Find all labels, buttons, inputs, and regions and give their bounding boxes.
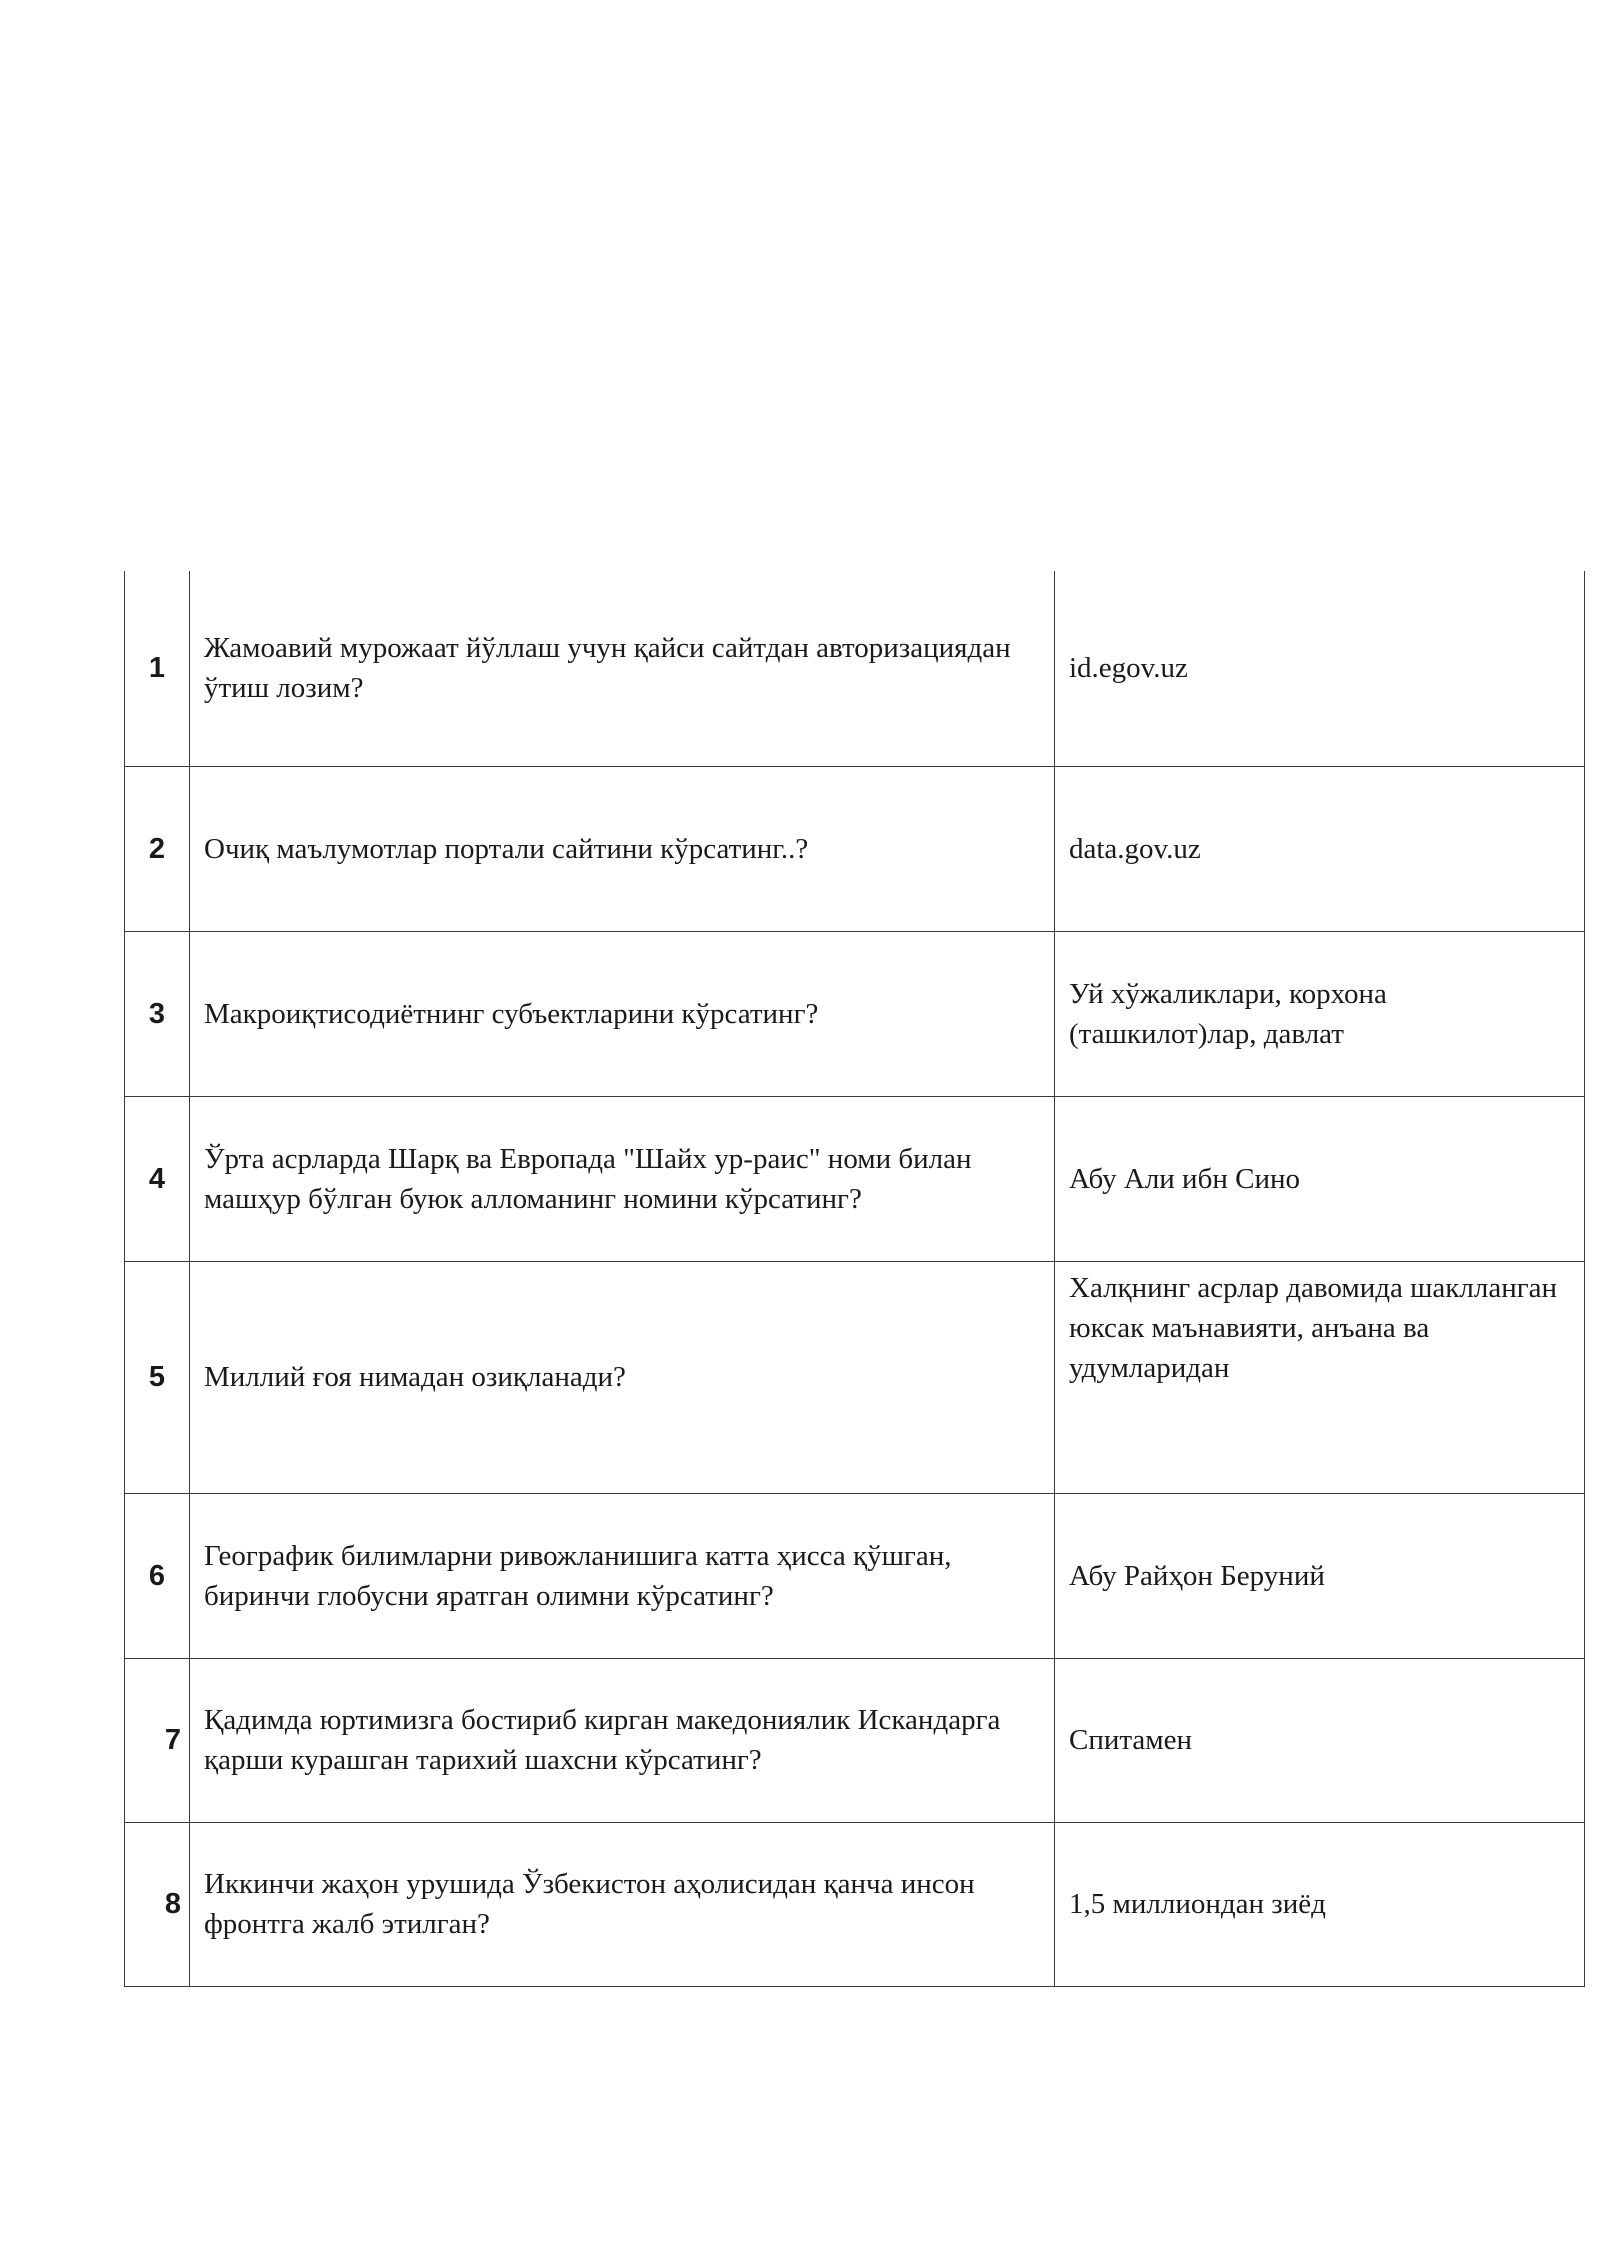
question-cell: Географик билимларни ривожланишига катта ҳисса қўшган, биринчи глобусни яратган олимни кўрсатинг? xyxy=(190,1493,1055,1658)
answer-cell: Абу Али ибн Сино xyxy=(1055,1096,1585,1261)
table-row xyxy=(125,1096,1585,1261)
answer-cell: id.egov.uz xyxy=(1055,571,1585,766)
row-number: 2 xyxy=(125,766,190,931)
qa-table xyxy=(124,571,1585,1987)
question-cell: Ўрта асрларда Шарқ ва Европада "Шайх ур-раис" номи билан машҳур бўлган буюк алломанинг номини кўрсатинг? xyxy=(190,1096,1055,1261)
question-cell: Жамоавий мурожаат йўллаш учун қайси сайтдан авторизациядан ўтиш лозим? xyxy=(190,571,1055,766)
question-cell: Миллий ғоя нимадан озиқланади? xyxy=(190,1261,1055,1493)
table-row xyxy=(125,1822,1585,1986)
question-cell: Макроиқтисодиётнинг субъектларини кўрсатинг? xyxy=(190,931,1055,1096)
answer-cell: Уй хўжаликлари, корхона (ташкилот)лар, давлат xyxy=(1055,931,1585,1096)
table-row xyxy=(125,931,1585,1096)
row-number: 3 xyxy=(125,931,190,1096)
row-number: 4 xyxy=(125,1096,190,1261)
answer-cell: 1,5 миллиондан зиёд xyxy=(1055,1822,1585,1986)
table-row xyxy=(125,1493,1585,1658)
question-cell: Иккинчи жаҳон урушида Ўзбекистон аҳолисидан қанча инсон фронтга жалб этилган? xyxy=(190,1822,1055,1986)
question-cell: Қадимда юртимизга бостириб кирган македониялик Искандарга қарши курашган тарихий шахсни кўрсатинг? xyxy=(190,1658,1055,1822)
question-cell: Очиқ маълумотлар портали сайтини кўрсатинг..? xyxy=(190,766,1055,931)
answer-cell: data.gov.uz xyxy=(1055,766,1585,931)
table-row xyxy=(125,1658,1585,1822)
row-number: 1 xyxy=(125,571,190,766)
row-number: 5 xyxy=(125,1261,190,1493)
row-number: 8 xyxy=(125,1822,190,1986)
table-row xyxy=(125,766,1585,931)
table-row xyxy=(125,571,1585,766)
table-row xyxy=(125,1261,1585,1493)
answer-cell: Абу Райҳон Беруний xyxy=(1055,1493,1585,1658)
row-number: 6 xyxy=(125,1493,190,1658)
row-number: 7 xyxy=(125,1658,190,1822)
answer-cell: Спитамен xyxy=(1055,1658,1585,1822)
answer-cell: Халқнинг асрлар давомида шаклланган юксак маънавияти, анъана ва удумларидан xyxy=(1055,1261,1585,1493)
